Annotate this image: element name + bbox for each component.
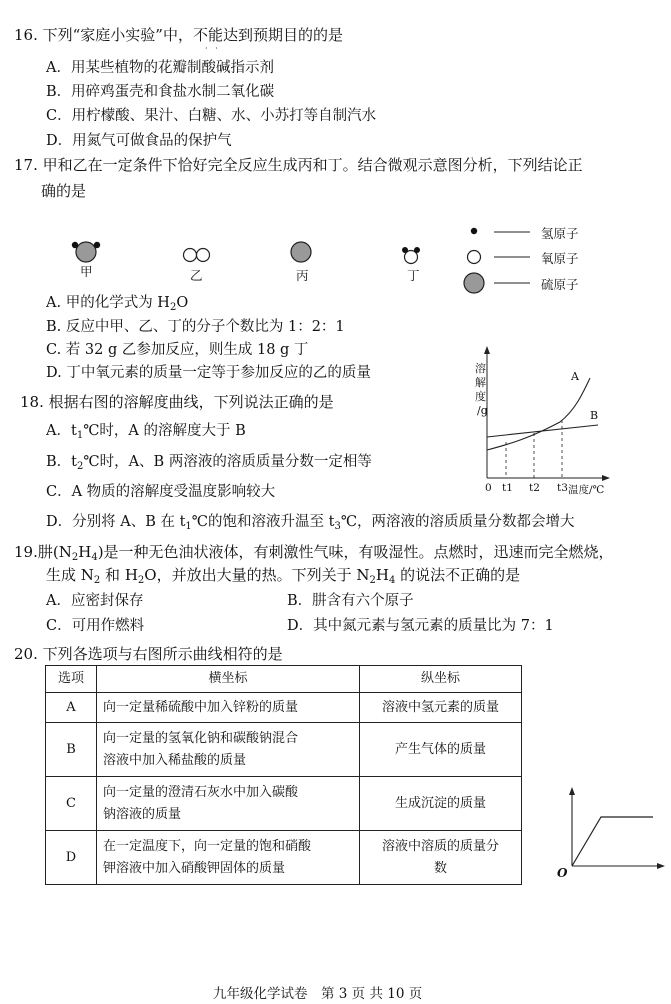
- q18-d-mid: ℃的饱和溶液升温至 t: [191, 514, 335, 530]
- row-c-y-line1: 生成沉淀的质量: [394, 795, 486, 811]
- row-d-y-line2: 数: [433, 860, 447, 876]
- q19-option-d: D．其中氮元素与氢元素的质量比为 7：1: [287, 618, 554, 634]
- row-c-x-line2: 钠溶液的质量: [103, 806, 182, 822]
- q18-stem-text: 根据右图的溶解度曲线，下列说法正确的是: [48, 393, 334, 411]
- legend-sulfur: 硫原子: [541, 277, 579, 292]
- curve-a: [487, 378, 590, 450]
- row-a-y-line1: 溶液中氢元素的质量: [381, 699, 499, 715]
- q18-option-a: [46, 419, 246, 441]
- atom-legend: [464, 228, 530, 293]
- q20-stem: [14, 643, 283, 664]
- q19-s2-sub4: 4: [388, 575, 396, 586]
- q17-option-b: B. 反应中甲、乙、丁的分子个数比为 1：2：1: [46, 319, 345, 335]
- tick-t3: t3: [557, 482, 568, 494]
- row-b-option: B: [46, 723, 97, 777]
- row-a-x: [97, 693, 360, 723]
- q19-s2-sub1: 2: [93, 575, 101, 586]
- molecule-jia: [72, 242, 100, 262]
- header-x: 横坐标: [97, 666, 360, 693]
- q17-option-a: [46, 291, 188, 313]
- q20-curve: [572, 817, 653, 866]
- tick-t1: t1: [502, 482, 513, 494]
- q18-option-b: [46, 450, 372, 472]
- q17-stem-text: 甲和乙在一定条件下恰好完全反应生成丙和丁。结合微观示意图分析，下列结论正: [42, 156, 583, 174]
- q17-stem-line2: 确的是: [41, 182, 87, 200]
- q19-option-c: C．可用作燃料: [46, 618, 145, 634]
- row-d-y: [360, 831, 522, 885]
- q16-option-c: C．用柠檬酸、果汁、白糖、水、小苏打等自制汽水: [46, 108, 377, 124]
- q16-option-b: B．用碎鸡蛋壳和食盐水制二氧化碳: [46, 84, 275, 100]
- q18-d-sub2: 3: [334, 521, 341, 532]
- q16-stem-part2: 达到预期目的的是: [223, 26, 344, 44]
- molecule-bing: [291, 242, 311, 262]
- q16-option-a: A．用某些植物的花瓣制酸碱指示剂: [46, 60, 274, 76]
- row-c-y: [360, 777, 522, 831]
- q19-s2-pre: 生成 N: [46, 566, 94, 584]
- q19-s2-post: 的说法不正确的是: [395, 566, 521, 584]
- curve-a-label: A: [571, 370, 579, 383]
- q19-s1-mid: H: [78, 543, 92, 561]
- q18-a-sub: 1: [76, 430, 84, 441]
- q16-emphasis: 不能: [192, 26, 223, 44]
- row-b-x: [97, 723, 360, 777]
- graph-origin: 0: [485, 482, 492, 494]
- ylabel-char3: 度: [475, 390, 486, 403]
- q19-s2-mid2: O，并放出大量的热。下列关于 N: [144, 566, 370, 584]
- q19-s2-mid: 和 H: [100, 566, 138, 584]
- q20-number: 20.: [14, 645, 38, 663]
- row-a-y: [360, 693, 522, 723]
- q18-d-pre: D．分别将 A、B 在 t: [46, 514, 186, 530]
- row-c-x: [97, 777, 360, 831]
- q18-b-sub: 2: [76, 461, 84, 472]
- q18-b-pre: B．t: [46, 454, 77, 470]
- q18-stem: [20, 391, 334, 412]
- tick-t2: t2: [529, 482, 540, 494]
- q19-number: 19.: [14, 543, 38, 561]
- emphasis-dots: · ·: [205, 44, 218, 53]
- q17-option-c: C. 若 32 g 乙参加反应，则生成 18 g 丁: [46, 342, 309, 358]
- q17-a-post: O: [176, 295, 189, 311]
- header-y: 纵坐标: [360, 666, 522, 693]
- row-d-y-line1: 溶液中溶质的质量分: [381, 838, 499, 854]
- table-row: [46, 777, 522, 831]
- q19-option-b: B．肼含有六个原子: [287, 593, 414, 609]
- label-jia: 甲: [80, 264, 93, 279]
- ylabel-char1: 溶: [475, 362, 486, 375]
- row-d-x-line2: 钾溶液中加入硝酸钾固体的质量: [103, 860, 286, 876]
- curve-b-label: B: [590, 409, 599, 422]
- label-bing: 丙: [296, 268, 309, 283]
- row-d-x: [97, 831, 360, 885]
- q18-option-c: C．A 物质的溶解度受温度影响较大: [46, 484, 276, 500]
- molecule-ding: [402, 247, 420, 264]
- q18-a-post: ℃时，A 的溶解度大于 B: [83, 423, 246, 439]
- table-header-row: [46, 666, 522, 693]
- label-yi: 乙: [190, 268, 203, 283]
- row-a-x-line1: 向一定量稀硫酸中加入锌粉的质量: [103, 699, 299, 715]
- ylabel-char4: /g: [477, 404, 488, 417]
- q19-option-a: A．应密封保存: [46, 593, 144, 609]
- row-c-option: C: [46, 777, 97, 831]
- q19-s2-sub3: 2: [369, 575, 376, 586]
- q19-s2-mid3: H: [375, 566, 389, 584]
- q18-option-d: [46, 510, 575, 532]
- q16-option-d: D．用氮气可做食品的保护气: [46, 133, 232, 149]
- q17-option-d: D. 丁中氧元素的质量一定等于参加反应的乙的质量: [46, 365, 371, 381]
- header-option: 选项: [46, 666, 97, 693]
- graph-xlabel: 温度/℃: [568, 484, 605, 496]
- table-row: [46, 831, 522, 885]
- q18-a-pre: A．t: [46, 423, 77, 439]
- q19-stem-line2: [46, 564, 520, 586]
- q19-s1-sub2: 4: [91, 552, 98, 563]
- q16-stem-part1: 下列“家庭小实验”中，: [42, 26, 193, 44]
- row-d-option: D: [46, 831, 97, 885]
- q19-s1-post: )是一种无色油状液体，有刺激性气味，有吸湿性。点燃时，迅速而完全燃烧，: [97, 543, 614, 561]
- molecule-yi: [184, 249, 210, 262]
- table-row: [46, 693, 522, 723]
- table-row: [46, 723, 522, 777]
- row-b-x-line2: 溶液中加入稀盐酸的质量: [103, 752, 247, 768]
- row-c-x-line1: 向一定量的澄清石灰水中加入碳酸: [103, 784, 299, 800]
- q19-s1-pre: 肼(N: [37, 543, 72, 561]
- q20-stem-text: 下列各选项与右图所示曲线相符的是: [42, 645, 283, 663]
- row-b-x-line1: 向一定量的氢氧化钠和碳酸钠混合: [103, 730, 299, 746]
- q18-b-post: ℃时，A、B 两溶液的溶质质量分数一定相等: [83, 454, 372, 470]
- q18-d-sub1: 1: [185, 521, 192, 532]
- row-b-y: [360, 723, 522, 777]
- q18-number: 18.: [20, 393, 44, 411]
- q17-a-pre: A. 甲的化学式为 H: [46, 295, 170, 311]
- q19-s2-sub2: 2: [137, 575, 145, 586]
- q19-s1-sub1: 2: [71, 552, 79, 563]
- q18-d-post: ℃，两溶液的溶质质量分数都会增大: [340, 514, 575, 530]
- q17-number: 17.: [14, 156, 38, 174]
- q17-a-sub: 2: [169, 302, 177, 313]
- page-footer: 九年级化学试卷 第 3 页 共 10 页: [213, 986, 423, 1002]
- row-d-x-line1: 在一定温度下，向一定量的饱和硝酸: [103, 838, 312, 854]
- q16-number: 16.: [14, 26, 38, 44]
- legend-oxygen: 氧原子: [541, 251, 579, 266]
- q20-graph-origin: O: [557, 866, 568, 880]
- row-b-y-line1: 产生气体的质量: [394, 741, 486, 757]
- curve-b: [487, 425, 598, 437]
- label-ding: 丁: [407, 268, 420, 283]
- ylabel-char2: 解: [475, 376, 486, 389]
- q19-stem-line1: [14, 541, 614, 563]
- row-a-option: A: [46, 693, 97, 723]
- graph-ylabel: [475, 362, 489, 418]
- legend-hydrogen: 氢原子: [541, 226, 579, 241]
- q20-options-table: [45, 665, 522, 885]
